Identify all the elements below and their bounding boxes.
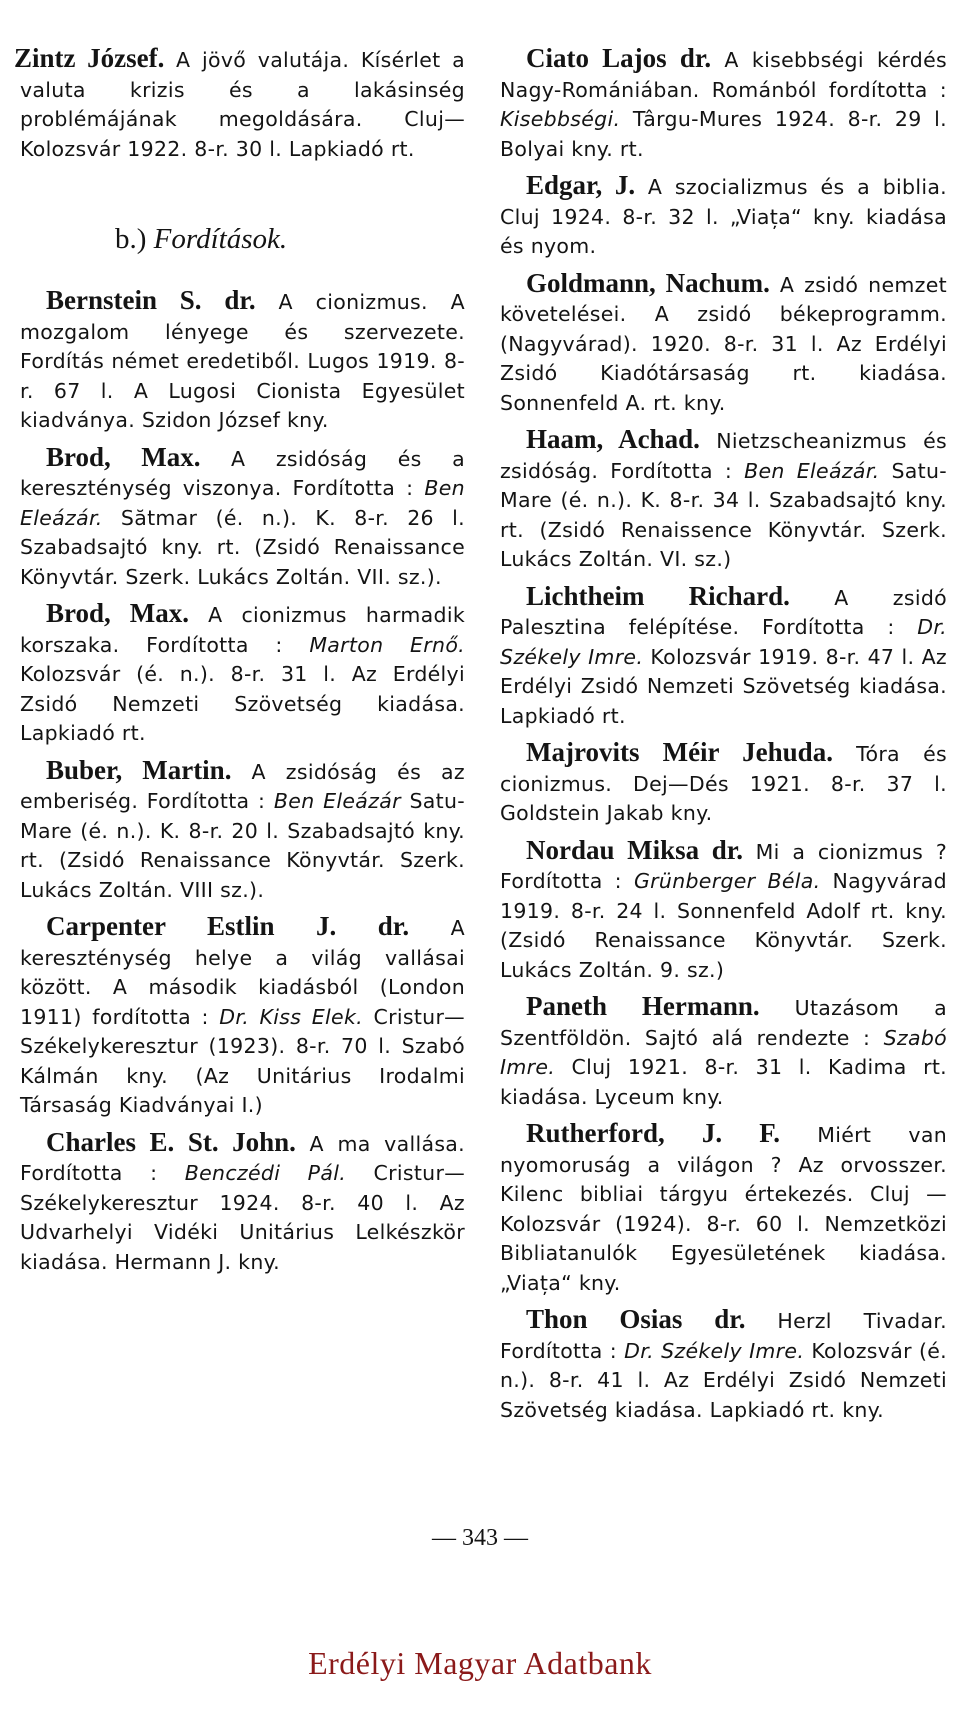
entry-translator: Kisebbségi.	[500, 107, 621, 131]
entry-text: A zsidóság és a kereszténység viszonya. Fordította :	[20, 446, 465, 500]
entry-translator: Ben Eleázár.	[20, 476, 465, 530]
entry-text: A cionizmus. A mozgalom lényege és szervezete. Fordítás német eredetiből. Lugos 1919. 8-r. 67 l. A Lugosi Cionista Egyesület kiadványa. Szidon József kny.	[20, 290, 465, 432]
entry-paneth	[500, 992, 947, 1112]
entry-bernstein	[20, 286, 465, 436]
entry-text: A kisebbségi kérdés Nagy-Romániában. Románból fordította :	[500, 48, 947, 102]
entry-translator: Dr. Székely Imre.	[500, 615, 947, 669]
entry-text: Mi a cionizmus ? Fordította :	[500, 839, 947, 893]
entry-translator: Marton Ernő.	[309, 632, 465, 657]
entry-text: A jövő valutája. Kísérlet a valuta krizis és a lakásinség problémájának megoldására. Cluj—Kolozsvár 1922. 8-r. 30 l. Lapkiadó rt.	[20, 48, 466, 161]
entry-author: Paneth Hermann.	[526, 991, 760, 1021]
entry-haam	[500, 425, 947, 575]
entry-text: Kolozsvár (é. n.). 8-r. 41 l. Az Erdélyi Zsidó Nemzeti Szövetség kiadása. Lapkiadó rt. kny.	[500, 1338, 947, 1422]
entry-translator: Ben Eleázár.	[744, 458, 880, 483]
entry-text: Târgu-Mures 1924. 8-r. 29 l. Bolyai kny. rt.	[500, 107, 947, 161]
entry-edgar	[500, 171, 947, 262]
page-number: — 343 —	[432, 1525, 528, 1551]
entry-text: Cristur—Székelykeresztur 1924. 8-r. 40 l. Az Udvarhelyi Vidéki Unitárius Lelkészkör kiadása. Hermann J. kny.	[20, 1161, 465, 1274]
entry-translator: Dr. Székely Imre.	[624, 1338, 805, 1363]
entry-zintz	[14, 43, 466, 164]
entry-carpenter	[20, 912, 465, 1121]
entry-lichtheim	[500, 582, 947, 732]
entry-author: Rutherford, J. F.	[526, 1118, 781, 1148]
entry-author: Edgar, J.	[526, 170, 636, 200]
entry-author: Goldmann, Nachum.	[526, 267, 770, 298]
entry-text: A ma vallása. Fordította :	[20, 1131, 465, 1185]
entry-text: Miért van nyomoruság a világon ? Az orvosszer. Kilenc bibliai tárgyu értekezés. Cluj — Kolozsvár (1924). 8-r. 60 l. Nemzetközi Bibliatanulók Egyesületének kiadása. „Viața“ kny.	[500, 1123, 947, 1295]
entry-nordau	[500, 836, 947, 986]
entry-goldmann	[500, 269, 947, 419]
entry-ciato	[500, 44, 947, 164]
section-prefix: b.)	[115, 223, 147, 255]
entry-thon	[500, 1305, 947, 1425]
entry-text: Kolozsvár (é. n.). 8-r. 31 l. Az Erdélyi Zsidó Nemzeti Szövetség kiadása. Lapkiadó rt.	[20, 662, 465, 745]
entry-translator: Dr. Kiss Elek.	[219, 1004, 363, 1029]
entry-text: A zsidó nemzet követelései. A zsidó békeprogramm. (Nagyvárad). 1920. 8-r. 31 l. Az Erdélyi Zsidó Kiadótársaság rt. kiadása. Sonnenfeld A. rt. kny.	[500, 272, 947, 415]
entry-charles	[20, 1128, 465, 1278]
entry-author: Ciato Lajos dr.	[526, 43, 712, 73]
entry-text: Kolozsvár 1919. 8-r. 47 l. Az Erdélyi Zsidó Nemzeti Szövetség kiadása. Lapkiadó rt.	[500, 644, 947, 728]
source-footer: Erdélyi Magyar Adatbank	[308, 1645, 652, 1681]
entry-author: Brod, Max.	[46, 441, 201, 472]
entry-author: Nordau Miksa dr.	[526, 834, 743, 865]
entry-brod-2	[20, 599, 465, 749]
entry-text: Satu-Mare (é. n.). K. 8-r. 20 l. Szabadsajtó kny. rt. (Zsidó Renaissance Könyvtár. Szerk. Lukács Zoltán. VIII sz.).	[20, 789, 465, 902]
entry-buber	[20, 756, 465, 906]
entry-author: Charles E. St. John.	[46, 1126, 296, 1157]
entry-text: Herzl Tivadar. Fordította :	[500, 1309, 947, 1363]
entry-text: Sătmar (é. n.). K. 8-r. 26 l. Szabadsajtó kny. rt. (Zsidó Renaissance Könyvtár. Szerk. Lukács Zoltán. VII. sz.).	[20, 505, 465, 589]
entry-brod-1	[20, 443, 465, 593]
entry-text: Cristur—Székelykeresztur (1923). 8-r. 70 l. Szabó Kálmán kny. (Az Unitárius Irodalmi Társaság Kiadványai I.)	[20, 1004, 465, 1117]
entry-text: Nietzscheanizmus és zsidóság. Fordította :	[500, 429, 947, 483]
entry-rutherford	[500, 1119, 947, 1298]
entry-author: Carpenter Estlin J. dr.	[46, 911, 410, 941]
section-title: Fordítások.	[153, 223, 288, 255]
entry-author: Majrovits Méir Jehuda.	[526, 737, 833, 767]
left-column	[14, 43, 466, 1284]
section-heading	[115, 222, 465, 256]
entry-author: Bernstein S. dr.	[46, 285, 256, 315]
entry-translator: Ben Eleázár	[273, 789, 401, 813]
entry-translator: Grünberger Béla.	[634, 869, 821, 893]
entry-text: Nagyvárad 1919. 8-r. 24 l. Sonnenfeld Adolf rt. kny. (Zsidó Renaissance Könyvtár. Szerk. Lukács Zoltán. 9. sz.)	[500, 869, 947, 982]
entry-text: A zsidó Palesztina felépítése. Fordította :	[500, 585, 947, 639]
entry-text: Satu-Mare (é. n.). K. 8-r. 34 l. Szabadsajtó kny. rt. (Zsidó Renaissence Könyvtár. Szerk. Lukács Zoltán. VI. sz.)	[500, 458, 947, 571]
entry-majrovits	[500, 738, 947, 829]
entry-author: Haam, Achad.	[526, 424, 700, 454]
entry-text: A szocializmus és a biblia. Cluj 1924. 8-r. 32 l. „Viața“ kny. kiadása és nyom.	[500, 175, 947, 258]
entry-translator: Szabó Imre.	[500, 1025, 947, 1079]
entry-text: A cionizmus harmadik korszaka. Fordította :	[20, 603, 465, 657]
entry-author: Zintz József.	[14, 43, 165, 73]
entry-text: Utazásom a Szentföldön. Sajtó alá rendezte :	[500, 996, 947, 1050]
entry-text: Cluj 1921. 8-r. 31 l. Kadima rt. kiadása. Lyceum kny.	[500, 1055, 947, 1109]
entry-author: Lichtheim Richard.	[526, 580, 790, 611]
right-column	[500, 44, 947, 1432]
entry-text: A kereszténység helye a világ vallásai között. A második kiadásból (London 1911) fordította :	[20, 916, 465, 1029]
entry-text: A zsidóság és az emberiség. Fordította :	[20, 759, 465, 813]
entry-translator: Benczédi Pál.	[184, 1161, 347, 1185]
entry-text: Tóra és cionizmus. Dej—Dés 1921. 8-r. 37 l. Goldstein Jakab kny.	[500, 742, 947, 825]
entry-author: Brod, Max.	[46, 598, 190, 628]
entry-author: Thon Osias dr.	[526, 1304, 746, 1334]
entry-author: Buber, Martin.	[46, 754, 232, 785]
